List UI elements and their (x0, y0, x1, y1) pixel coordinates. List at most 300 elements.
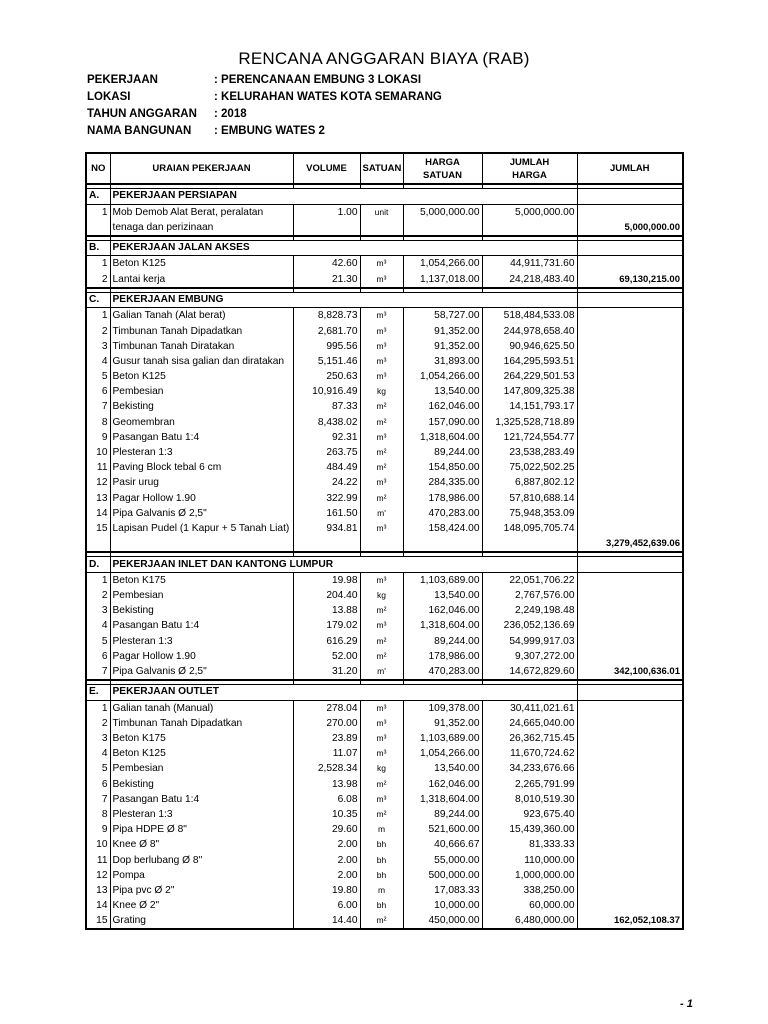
item-description: Paving Block tebal 6 cm (110, 460, 293, 475)
item-amount: 9,307,272.00 (482, 649, 577, 664)
item-description: Galian Tanah (Alat berat) (110, 308, 293, 324)
item-unit-price: 1,054,266.00 (403, 256, 482, 272)
table-row (86, 323, 683, 338)
item-no: 1 (86, 572, 110, 588)
item-volume: 14.40 (293, 913, 360, 929)
item-no: 14 (86, 506, 110, 521)
item-unit-price: 1,318,604.00 (403, 618, 482, 633)
header-no: NO (86, 153, 110, 184)
item-description: Knee Ø 8" (110, 837, 293, 852)
item-no: 1 (86, 256, 110, 272)
item-unit-price (403, 220, 482, 236)
item-volume: 19.98 (293, 572, 360, 588)
item-no: 2 (86, 588, 110, 603)
item-unit-price: 450,000.00 (403, 913, 482, 929)
item-description: Plesteran 1:3 (110, 634, 293, 649)
table-row (86, 852, 683, 867)
table-row (86, 308, 683, 324)
item-unit-price: 1,103,689.00 (403, 731, 482, 746)
section-total-blank (577, 256, 683, 272)
item-volume: 161.50 (293, 506, 360, 521)
table-row (86, 399, 683, 414)
section-name: PEKERJAAN JALAN AKSES (110, 240, 577, 256)
item-unit-price: 1,054,266.00 (403, 746, 482, 761)
item-amount: 2,767,576.00 (482, 588, 577, 603)
table-row (86, 204, 683, 220)
blank-cell (293, 536, 360, 552)
item-volume: 52.00 (293, 649, 360, 664)
item-volume: 13.98 (293, 777, 360, 792)
page-number: - 1 (680, 998, 693, 1010)
item-unit-price: 162,046.00 (403, 603, 482, 618)
section-total-blank (577, 792, 683, 807)
item-amount: 923,675.40 (482, 807, 577, 822)
item-description: Beton K125 (110, 369, 293, 384)
section-total: 162,052,108.37 (577, 913, 683, 929)
item-unit: bh (360, 898, 403, 913)
table-row (86, 883, 683, 898)
item-description: Pasir urug (110, 475, 293, 490)
section-total-blank (577, 369, 683, 384)
item-description: Beton K175 (110, 572, 293, 588)
item-unit-price: 470,283.00 (403, 664, 482, 680)
header-volume: VOLUME (293, 153, 360, 184)
table-row (86, 868, 683, 883)
item-amount: 44,911,731.60 (482, 256, 577, 272)
item-unit: unit (360, 204, 403, 220)
section-total-blank (577, 415, 683, 430)
blank-cell (482, 536, 577, 552)
section-total-blank (577, 883, 683, 898)
table-row (86, 339, 683, 354)
item-amount: 518,484,533.08 (482, 308, 577, 324)
item-description: Pompa (110, 868, 293, 883)
header-jumlah: JUMLAH (577, 153, 683, 184)
item-description: Pipa HDPE Ø 8" (110, 822, 293, 837)
item-description: Geomembran (110, 415, 293, 430)
item-unit: m³ (360, 572, 403, 588)
item-amount: 244,978,658.40 (482, 323, 577, 338)
item-volume: 2,681.70 (293, 323, 360, 338)
item-no: 1 (86, 700, 110, 716)
item-volume: 6.08 (293, 792, 360, 807)
table-row (86, 491, 683, 506)
item-unit-price: 1,318,604.00 (403, 430, 482, 445)
table-row (86, 588, 683, 603)
item-description: Timbunan Tanah Dipadatkan (110, 323, 293, 338)
header-jumlah-harga (482, 153, 577, 184)
table-header (86, 153, 683, 184)
item-volume: 29.60 (293, 822, 360, 837)
table-row (86, 460, 683, 475)
item-amount: 90,946,625.50 (482, 339, 577, 354)
section-code: A. (86, 189, 110, 205)
table-row (86, 445, 683, 460)
item-unit-price: 58,727.00 (403, 308, 482, 324)
item-unit: m³ (360, 521, 403, 536)
item-volume: 92.31 (293, 430, 360, 445)
table-row (86, 272, 683, 288)
item-unit-price: 5,000,000.00 (403, 204, 482, 220)
section-header-blank (577, 189, 683, 205)
item-amount: 338,250.00 (482, 883, 577, 898)
item-no: 7 (86, 792, 110, 807)
item-description: Timbunan Tanah Dipadatkan (110, 716, 293, 731)
project-info (87, 72, 442, 140)
item-description: Pagar Hollow 1.90 (110, 491, 293, 506)
section-header-blank (577, 557, 683, 573)
item-description: Pembesian (110, 384, 293, 399)
item-volume: 995.56 (293, 339, 360, 354)
item-unit: m³ (360, 792, 403, 807)
item-no: 3 (86, 603, 110, 618)
info-value: : KELURAHAN WATES KOTA SEMARANG (214, 91, 442, 103)
section-total-blank (577, 822, 683, 837)
item-no: 10 (86, 445, 110, 460)
section-total-blank (577, 731, 683, 746)
item-unit: m³ (360, 746, 403, 761)
section-total-blank (577, 339, 683, 354)
section-header (86, 189, 683, 205)
info-row-lokasi (87, 89, 442, 106)
item-amount: 24,665,040.00 (482, 716, 577, 731)
info-value: : PERENCANAAN EMBUNG 3 LOKASI (214, 74, 422, 86)
info-value: : EMBUNG WATES 2 (214, 125, 325, 137)
item-volume: 23.89 (293, 731, 360, 746)
item-unit-price: 13,540.00 (403, 384, 482, 399)
item-unit-price: 40,666.67 (403, 837, 482, 852)
item-volume: 1.00 (293, 204, 360, 220)
item-amount: 1,325,528,718.89 (482, 415, 577, 430)
item-unit: m³ (360, 308, 403, 324)
item-unit: m³ (360, 618, 403, 633)
item-description: Galian tanah (Manual) (110, 700, 293, 716)
item-volume: 2,528.34 (293, 761, 360, 776)
table-row (86, 369, 683, 384)
section-total-blank (577, 399, 683, 414)
item-no: 5 (86, 369, 110, 384)
item-volume: 87.33 (293, 399, 360, 414)
info-label: LOKASI (87, 91, 131, 103)
item-unit-price: 17,083.33 (403, 883, 482, 898)
item-volume: 2.00 (293, 868, 360, 883)
item-amount: 26,362,715.45 (482, 731, 577, 746)
section-total-blank (577, 649, 683, 664)
item-no: 8 (86, 807, 110, 822)
item-unit: m' (360, 506, 403, 521)
item-volume: 13.88 (293, 603, 360, 618)
section-total: 69,130,215.00 (577, 272, 683, 288)
section-total-blank (577, 460, 683, 475)
item-unit: bh (360, 837, 403, 852)
item-amount: 121,724,554.77 (482, 430, 577, 445)
item-volume: 263.75 (293, 445, 360, 460)
section-total-blank (577, 761, 683, 776)
table-row (86, 777, 683, 792)
item-unit-price: 154,850.00 (403, 460, 482, 475)
item-no: 5 (86, 761, 110, 776)
item-unit: m³ (360, 716, 403, 731)
item-unit-price: 91,352.00 (403, 339, 482, 354)
item-amount: 5,000,000.00 (482, 204, 577, 220)
item-no: 2 (86, 272, 110, 288)
item-no: 14 (86, 898, 110, 913)
item-volume: 5,151.46 (293, 354, 360, 369)
item-unit-price: 178,986.00 (403, 649, 482, 664)
table-row (86, 354, 683, 369)
section-header (86, 685, 683, 701)
table-row (86, 384, 683, 399)
item-unit-price: 109,378.00 (403, 700, 482, 716)
item-unit: m³ (360, 700, 403, 716)
section-total-blank (577, 807, 683, 822)
section-code: E. (86, 685, 110, 701)
item-volume: 934.81 (293, 521, 360, 536)
item-volume: 8,438.02 (293, 415, 360, 430)
table-row (86, 603, 683, 618)
blank-cell (86, 536, 110, 552)
section-name: PEKERJAAN INLET DAN KANTONG LUMPUR (110, 557, 577, 573)
table-row (86, 822, 683, 837)
item-no: 1 (86, 308, 110, 324)
header-jumlah-harga-line1: JUMLAH (509, 156, 550, 168)
item-unit-price: 89,244.00 (403, 807, 482, 822)
table-row (86, 220, 683, 236)
item-volume: 19.80 (293, 883, 360, 898)
item-amount: 14,672,829.60 (482, 664, 577, 680)
info-row-bangunan (87, 123, 442, 140)
item-amount: 57,810,688.14 (482, 491, 577, 506)
section-total-blank (577, 746, 683, 761)
item-description: Pipa Galvanis Ø 2,5" (110, 664, 293, 680)
item-unit-price: 89,244.00 (403, 445, 482, 460)
section-total-blank (577, 445, 683, 460)
item-no: 1 (86, 204, 110, 220)
table-row (86, 506, 683, 521)
item-unit: m² (360, 807, 403, 822)
item-unit-price: 13,540.00 (403, 588, 482, 603)
section-total-row (86, 536, 683, 552)
header-jumlah-harga-line2: HARGA (512, 169, 547, 181)
item-unit-price: 55,000.00 (403, 852, 482, 867)
section-code: B. (86, 240, 110, 256)
table-row (86, 634, 683, 649)
item-description: Bekisting (110, 777, 293, 792)
item-volume: 8,828.73 (293, 308, 360, 324)
header-harga-line1: HARGA (425, 156, 460, 168)
info-label: TAHUN ANGGARAN (87, 108, 197, 120)
section-header (86, 240, 683, 256)
item-unit-price: 1,318,604.00 (403, 792, 482, 807)
item-no: 11 (86, 460, 110, 475)
item-unit: kg (360, 761, 403, 776)
section-total: 342,100,636.01 (577, 664, 683, 680)
table-row (86, 649, 683, 664)
item-unit: m² (360, 399, 403, 414)
table-row (86, 807, 683, 822)
item-unit: m² (360, 460, 403, 475)
item-no: 9 (86, 430, 110, 445)
section-total-blank (577, 898, 683, 913)
item-unit-price: 162,046.00 (403, 399, 482, 414)
table-row (86, 746, 683, 761)
section-code: C. (86, 292, 110, 308)
section-total-blank (577, 852, 683, 867)
item-unit: m² (360, 491, 403, 506)
item-unit: m³ (360, 475, 403, 490)
item-unit: m³ (360, 256, 403, 272)
item-description: Timbunan Tanah Diratakan (110, 339, 293, 354)
item-unit-price: 284,335.00 (403, 475, 482, 490)
section-total-blank (577, 572, 683, 588)
item-no: 6 (86, 649, 110, 664)
item-description: Grating (110, 913, 293, 929)
item-unit-price: 158,424.00 (403, 521, 482, 536)
item-volume: 484.49 (293, 460, 360, 475)
item-no: 13 (86, 491, 110, 506)
blank-cell (360, 536, 403, 552)
table-row (86, 913, 683, 929)
item-no: 5 (86, 634, 110, 649)
item-unit: kg (360, 384, 403, 399)
item-volume: 270.00 (293, 716, 360, 731)
item-amount: 2,265,791.99 (482, 777, 577, 792)
section-header (86, 557, 683, 573)
item-volume: 42.60 (293, 256, 360, 272)
section-name: PEKERJAAN EMBUNG (110, 292, 577, 308)
item-description: Pagar Hollow 1.90 (110, 649, 293, 664)
section-total-blank (577, 323, 683, 338)
item-unit-price: 521,600.00 (403, 822, 482, 837)
section-total-blank (577, 618, 683, 633)
section-total-blank (577, 777, 683, 792)
item-unit-price: 1,137,018.00 (403, 272, 482, 288)
item-unit: bh (360, 868, 403, 883)
item-description: Plesteran 1:3 (110, 445, 293, 460)
item-description: Pasangan Batu 1:4 (110, 618, 293, 633)
table-row (86, 792, 683, 807)
table-row (86, 664, 683, 680)
item-no: 15 (86, 913, 110, 929)
item-no: 3 (86, 339, 110, 354)
item-unit-price: 1,103,689.00 (403, 572, 482, 588)
item-volume: 2.00 (293, 837, 360, 852)
item-unit-price: 10,000.00 (403, 898, 482, 913)
item-amount: 34,233,676.66 (482, 761, 577, 776)
section-total-blank (577, 308, 683, 324)
table-row (86, 898, 683, 913)
item-unit-price: 470,283.00 (403, 506, 482, 521)
table-row (86, 430, 683, 445)
table-row (86, 415, 683, 430)
header-harga-satuan (403, 153, 482, 184)
section-total-blank (577, 506, 683, 521)
item-unit-price: 500,000.00 (403, 868, 482, 883)
item-description: Dop berlubang Ø 8" (110, 852, 293, 867)
item-description: tenaga dan perizinaan (110, 220, 293, 236)
item-volume: 11.07 (293, 746, 360, 761)
item-amount: 22,051,706.22 (482, 572, 577, 588)
item-no: 12 (86, 868, 110, 883)
item-volume: 31.20 (293, 664, 360, 680)
item-unit: m³ (360, 323, 403, 338)
info-row-pekerjaan (87, 72, 442, 89)
item-description: Mob Demob Alat Berat, peralatan (110, 204, 293, 220)
blank-cell (403, 536, 482, 552)
item-volume: 250.63 (293, 369, 360, 384)
item-unit: m² (360, 649, 403, 664)
item-no: 2 (86, 716, 110, 731)
item-amount: 11,670,724.62 (482, 746, 577, 761)
item-amount: 148,095,705.74 (482, 521, 577, 536)
section-total-blank (577, 384, 683, 399)
section-total-blank (577, 634, 683, 649)
item-amount: 2,249,198.48 (482, 603, 577, 618)
item-no: 10 (86, 837, 110, 852)
item-volume: 616.29 (293, 634, 360, 649)
item-amount: 24,218,483.40 (482, 272, 577, 288)
item-amount: 236,052,136.69 (482, 618, 577, 633)
table-row (86, 521, 683, 536)
item-no: 11 (86, 852, 110, 867)
section-total-blank (577, 204, 683, 220)
item-amount: 264,229,501.53 (482, 369, 577, 384)
item-amount: 164,295,593.51 (482, 354, 577, 369)
header-harga-line2: SATUAN (423, 169, 462, 181)
item-amount: 54,999,917.03 (482, 634, 577, 649)
item-volume: 10,916.49 (293, 384, 360, 399)
item-unit: m² (360, 913, 403, 929)
section-total-blank (577, 868, 683, 883)
section-header-blank (577, 292, 683, 308)
section-total-blank (577, 603, 683, 618)
item-volume: 10.35 (293, 807, 360, 822)
item-unit: m³ (360, 272, 403, 288)
item-volume: 6.00 (293, 898, 360, 913)
item-unit: m³ (360, 430, 403, 445)
item-volume: 21.30 (293, 272, 360, 288)
item-unit: m² (360, 415, 403, 430)
item-description: Beton K125 (110, 746, 293, 761)
table-row (86, 837, 683, 852)
item-description: Pipa Galvanis Ø 2,5" (110, 506, 293, 521)
header-uraian: URAIAN PEKERJAAN (110, 153, 293, 184)
item-volume: 2.00 (293, 852, 360, 867)
item-description: Beton K175 (110, 731, 293, 746)
item-no: 9 (86, 822, 110, 837)
section-total: 3,279,452,639.06 (577, 536, 683, 552)
section-total-blank (577, 588, 683, 603)
item-amount: 6,887,802.12 (482, 475, 577, 490)
item-amount: 14,151,793.17 (482, 399, 577, 414)
item-unit-price: 31,893.00 (403, 354, 482, 369)
section-total-blank (577, 837, 683, 852)
item-unit-price: 89,244.00 (403, 634, 482, 649)
item-description: Pipa pvc Ø 2" (110, 883, 293, 898)
item-volume: 179.02 (293, 618, 360, 633)
item-unit: m² (360, 777, 403, 792)
item-amount: 30,411,021.61 (482, 700, 577, 716)
item-no: 7 (86, 399, 110, 414)
item-description: Lapisan Pudel (1 Kapur + 5 Tanah Liat) (110, 521, 293, 536)
item-no: 7 (86, 664, 110, 680)
item-description: Bekisting (110, 399, 293, 414)
item-no: 6 (86, 384, 110, 399)
item-amount: 81,333.33 (482, 837, 577, 852)
info-label: NAMA BANGUNAN (87, 125, 192, 137)
table-row (86, 475, 683, 490)
info-row-tahun (87, 106, 442, 123)
